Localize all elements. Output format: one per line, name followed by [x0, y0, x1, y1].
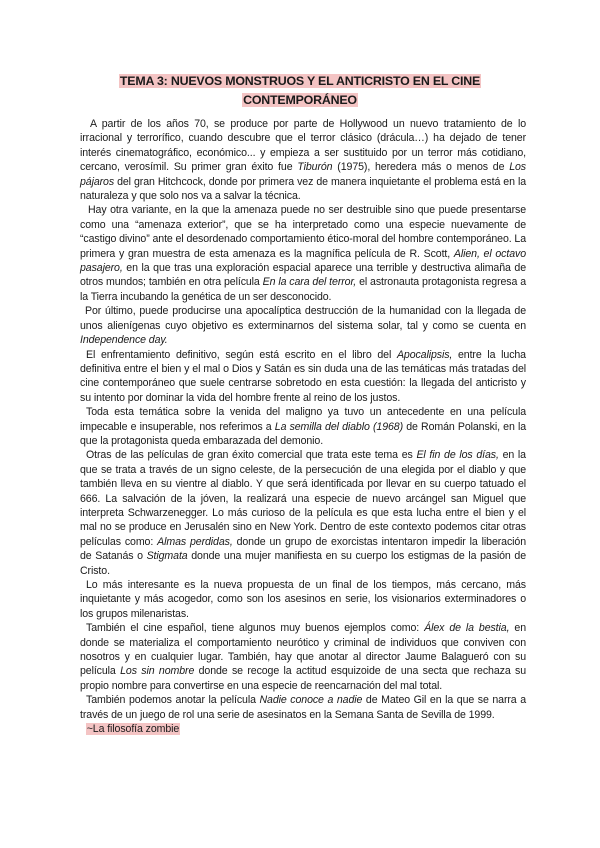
paragraph-tiburon: A partir de los años 70, se produce por parte de Hollywood un nuevo tratamiento de lo irracional y terrorífico, cuando descubre que el terror clásico (drácula…) ha dejado de tener interés cinematográfico, económico... y empieza a ser sustituido por un terror más cotidiano, cercano, verosímil. Su primer gran éxito fue Tiburón (1975), heredera más o menos de Los pájaros del gran Hitchcock, donde por primera vez de manera inquietante el problema está en la naturaleza y que solo nos va a salvar la técnica. [80, 118, 526, 203]
paragraph-apocalipsis: El enfrentamiento definitivo, según está escrito en el libro del Apocalipsis, entre la lucha definitiva entre el bien y el mal o Dios y Satán es sin duda una de las temáticas más tratadas del cine contemporáneo que suele centrarse sobretodo en esta cuestión: la llegada del anticristo y su intento por dominar la vida del hombre frente al reino de los justos. [80, 348, 526, 404]
next-section-heading: ~La filosofía zombie [86, 723, 180, 736]
paragraph-semilla-del-diablo: Toda esta temática sobre la venida del maligno ya tuvo un antecedente en una película impecable e insuperable, nos referimos a La semilla del diablo (1968) de Román Polanski, en la que la protagonista queda embarazada del demonio. [80, 406, 527, 447]
paragraph-asesinos-en-serie: Lo más interesante es la nueva propuesta de un final de los tiempos, más cercano, más inquietante y más acogedor, como son los asesinos en serie, los visionarios exterminadores o los grupos milenaristas. [80, 579, 526, 620]
paragraph-alien: Hay otra variante, en la que la amenaza puede no ser destruible sino que puede presentarse como una “amenaza exterior”, que se ha interpretado como una especie nuevamente de “castigo divino” ante el desordenado comportamiento ético-moral del hombre contemporáneo. La primera y gran muestra de esta amenaza es la magnífica película de R. Scott, Alien, el octavo pasajero, en la que tras una exploración espacial aparece una terrible y destructiva alimaña de otros mundos; también en otra película En la cara del terror, el astronauta protagonista regresa a la Tierra incubando la genética de un ser desconocido. [80, 204, 527, 303]
paragraph-fin-de-los-dias: Otras de las películas de gran éxito comercial que trata este tema es El fin de los días, en la que se trata a través de un signo celeste, de la persecución de una elegida por el diablo y que también lleva en su vientre al diablo. Y que será identificada por llevar en su cuerpo tatuado el 666. La salvación de la jóven, la realizará una especie de nuevo arcángel san Miguel que interpreta Schwarzenegger. Lo más curioso de la película es que esta lucha entre el bien y el mal no se produce en Jerusalén sino en New York. Dentro de este contexto podemos citar otras películas como: Almas perdidas, donde un grupo de exorcistas intentaron impedir la liberación de Satanás o Stigmata donde una mujer manifiesta en su cuerpo los estigmas de la pasión de Cristo. [80, 449, 526, 577]
paragraph-independence-day: Por último, puede producirse una apocalíptica destrucción de la humanidad con la llegada de unos alienígenas cuyo objetivo es exterminarnos del sistema solar, tal y como se cuenta en Independence day. [80, 305, 526, 347]
paragraph-nadie-conoce-a-nadie: También podemos anotar la película Nadie conoce a nadie de Mateo Gil en la que se narra a través de un juego de rol una serie de asesinatos en la Semana Santa de Sevilla de 1999. [80, 694, 527, 721]
title-line-1: TEMA 3: NUEVOS MONSTRUOS Y EL ANTICRISTO EN EL CINE [119, 74, 481, 88]
page-title [80, 72, 520, 110]
body-text [80, 117, 526, 736]
paragraph-cine-espanol: También el cine español, tiene algunos muy buenos ejemplos como: Álex de la bestia, en donde se materializa el comportamiento neurótico y criminal de individuos que conviven con nosotros y en cualquier lugar. También, hay que anotar al director Jaume Balagueró con su película Los sin nombre donde se recoge la actitud esquizoide de una secta que rechaza su propio nombre para convertirse en una especie de reencarnación del mal total. [80, 622, 526, 692]
title-line-2: CONTEMPORÁNEO [243, 93, 357, 107]
